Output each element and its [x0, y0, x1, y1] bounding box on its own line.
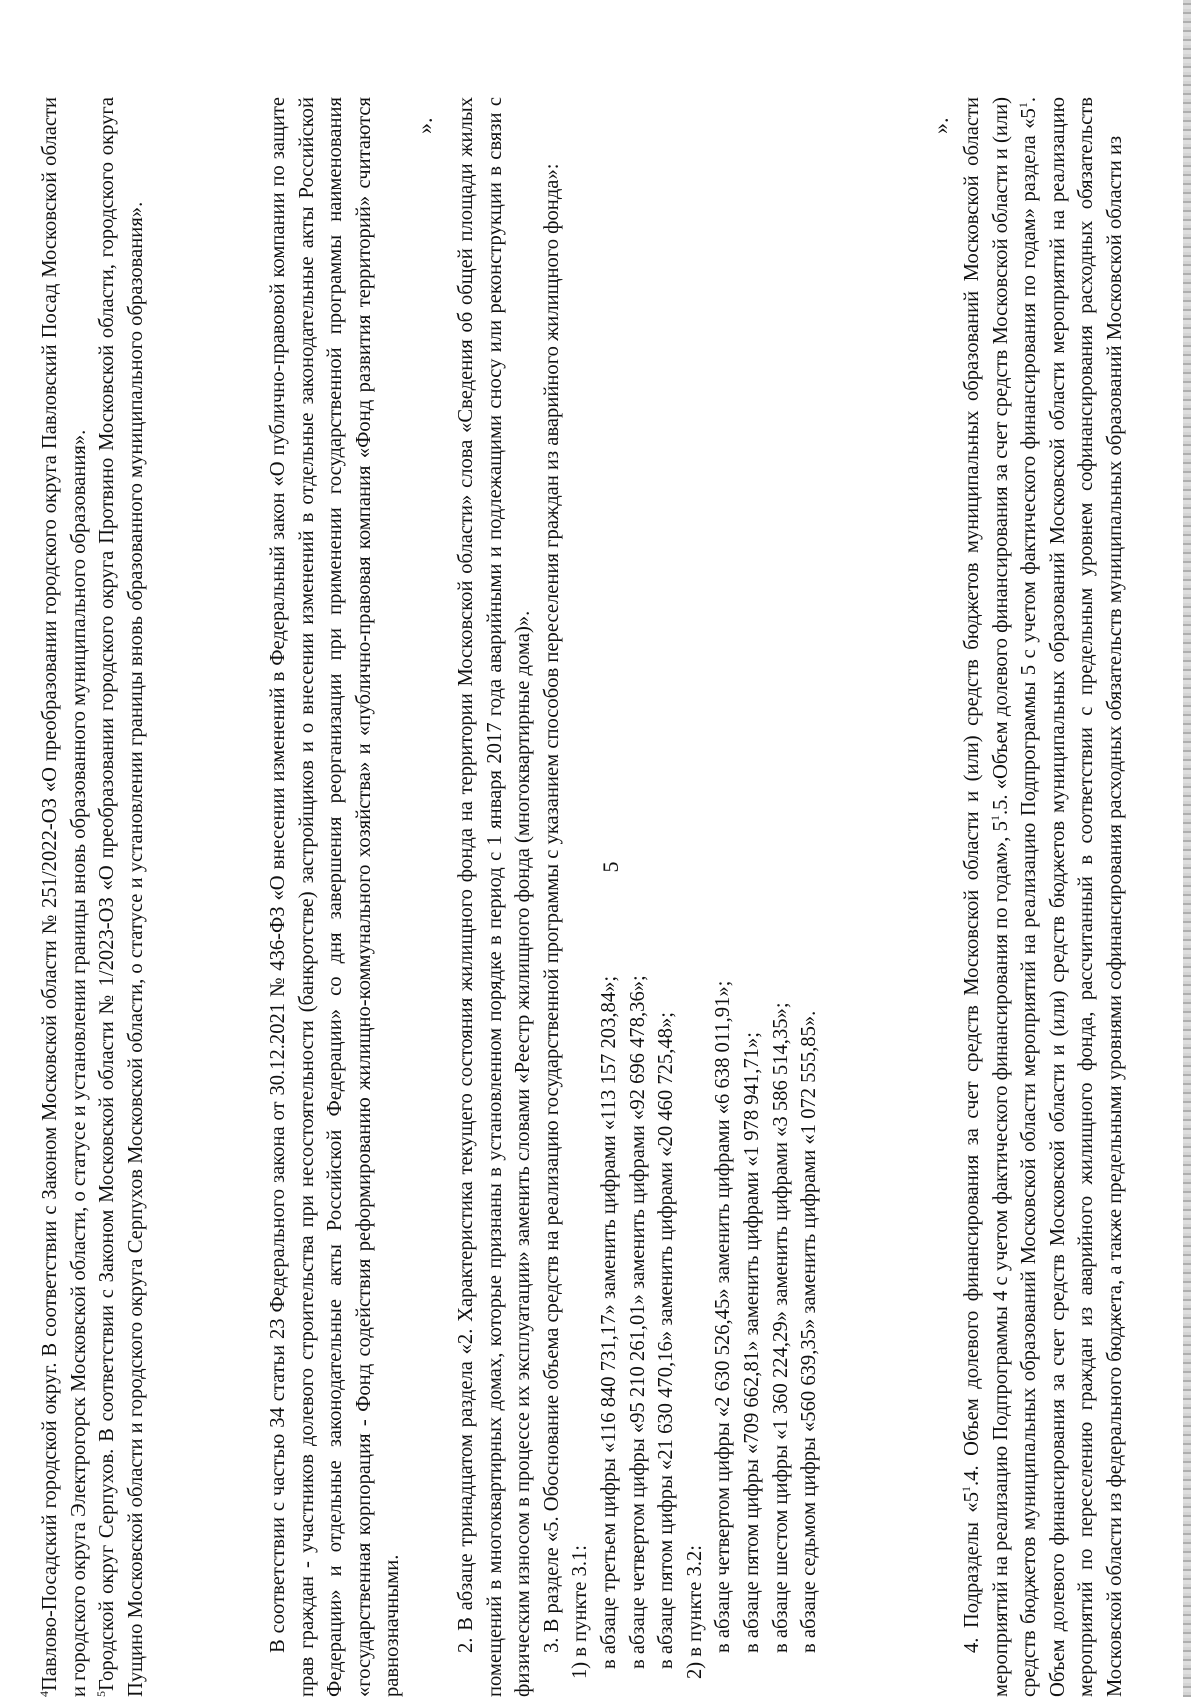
item-4-sup-1: 1 — [959, 1485, 974, 1492]
footnote-4-mark: 4 — [37, 1691, 52, 1697]
item-4-part-2: .5. «Объем долевого финансирования за счет средств Московской области и (или) средств бюджетов муниципальных образований Московской области мероприятий на реализацию Подпрограммы 5 с учетом фактического финансирования по годам» раздела «5 — [989, 97, 1041, 1697]
quote-close-2: ». — [928, 117, 953, 134]
amendment-items-block — [452, 97, 824, 1697]
item-4-prefix: 4. Подразделы «5 — [961, 1491, 983, 1653]
footnote-5-mark: 5 — [94, 1691, 109, 1697]
subitem-1-line: в абзаце третьем цифры «116 840 731,17» заменить цифрами «113 157 203,84»; — [597, 975, 620, 1669]
subitem-1-header: 1) в пункте 3.1: — [569, 1544, 592, 1679]
subitem-2-line: в абзаце седьмом цифры «560 639,35» заменить цифрами «1 072 555,85». — [798, 1010, 821, 1653]
subitem-2-line: в абзаце пятом цифры «709 662,81» заменить цифрами «1 978 941,71»; — [740, 1032, 763, 1653]
item-4-text — [958, 97, 1130, 1697]
item-4-sup-2: 1 — [987, 815, 1002, 822]
subitem-1-line: в абзаце пятом цифры «21 630 470,16» заменить цифрами «20 460 725,48»; — [655, 1012, 678, 1669]
item-4-sup-3: 1 — [1016, 102, 1031, 109]
item-4-part-1: .4. Объем долевого финансирования за счет средств Московской области и (или) средств бюджетов муниципальных образований Московской области мероприятий на реализацию Подпрограммы 4 с учетом фактического финансирования по годам», 5 — [961, 96, 1012, 1697]
subitem-2-line: в абзаце четвертом цифры «2 630 526,45» заменить цифрами «6 638 011,91»; — [712, 980, 735, 1653]
federal-law-note — [264, 97, 407, 1697]
footnote-4 — [36, 97, 93, 1697]
rotated-page-content — [0, 57, 1200, 1697]
subitem-1-line: в абзаце четвертом цифры «95 210 261,01» заменить цифрами «92 696 478,36»; — [626, 975, 649, 1669]
page-number: 5 — [598, 861, 623, 873]
item-2-text: 2. В абзаце тринадцатом раздела «2. Характеристика текущего состояния жилищного фонда на территории Московской области» слова «Сведения об общей площади жилых помещений в многоквартирных домах, которые признаны в установленном порядке в период с 1 января 2017 года аварийными и подлежащими сносу или реконструкции в связи с физическим износом в процессе их эксплуатации» заменить словами «Реестр жилищного фонда (многоквартирные дома)». — [455, 97, 535, 1697]
item-4-block — [958, 97, 1130, 1697]
item-4-part-3: . Объем долевого финансирования за счет средств Московской области и (или) средств бюджетов муниципальных образований Московской области мероприятий на реализацию мероприятий по переселению граждан из аварийного жилищного фонда, рассчитанный в соответствии с предельным уровнем софинансирования расходных обязательств Московской области из федерального бюджета, а также предельными уровнями софинансирования расходных обязательств муниципальных образований Московской области из — [1018, 97, 1126, 1697]
item-3-text: 3. В разделе «5. Обоснование объема средств на реализацию государственной программы с указанием способов переселения граждан из аварийного жилищного фонда»: — [540, 163, 563, 1653]
footnotes-block — [36, 97, 150, 1697]
footnote-4-text: Павлово-Посадский городской округ. В соответствии с Законом Московской области № 251/2022-ОЗ «О преобразовании городского округа Павловский Посад Московской области и городского округа Электрогорск Московской области, о статусе и установлении границы вновь образованного муниципального образования». — [39, 97, 90, 1697]
federal-law-note-text: В соответствии с частью 34 статьи 23 Федерального закона от 30.12.2021 № 436-ФЗ «О внесении изменений в Федеральный закон «О публично-правовой компании по защите прав граждан - участников долевого строительства при несостоятельности (банкротстве) застройщиков и о внесении изменений в отдельные законодательные акты Российской Федерации» и отдельные законодательные акты Российской Федерации» со дня завершения реорганизации при применении государственной программы наименования «государственная корпорация - Фонд содействия реформированию жилищно-коммунального хозяйства» и «публично-правовая компания «Фонд развития территорий» считаются равнозначными. — [267, 97, 404, 1697]
subitem-2-header: 2) в пункте 3.2: — [683, 1544, 706, 1679]
footnote-5 — [93, 97, 150, 1697]
quote-close-1: ». — [412, 117, 437, 134]
footnote-5-text: Городской округ Серпухов. В соответствии с Законом Московской области № 1/2023-ОЗ «О преобразовании городского округа Протвино Московской области, городского округа Пущино Московской области и городского округа Серпухов Московской области, о статусе и установлении границы вновь образованного муниципального образования». — [96, 97, 147, 1697]
subitem-2-line: в абзаце шестом цифры «1 360 224,29» заменить цифрами «3 586 514,35»; — [769, 1002, 792, 1653]
